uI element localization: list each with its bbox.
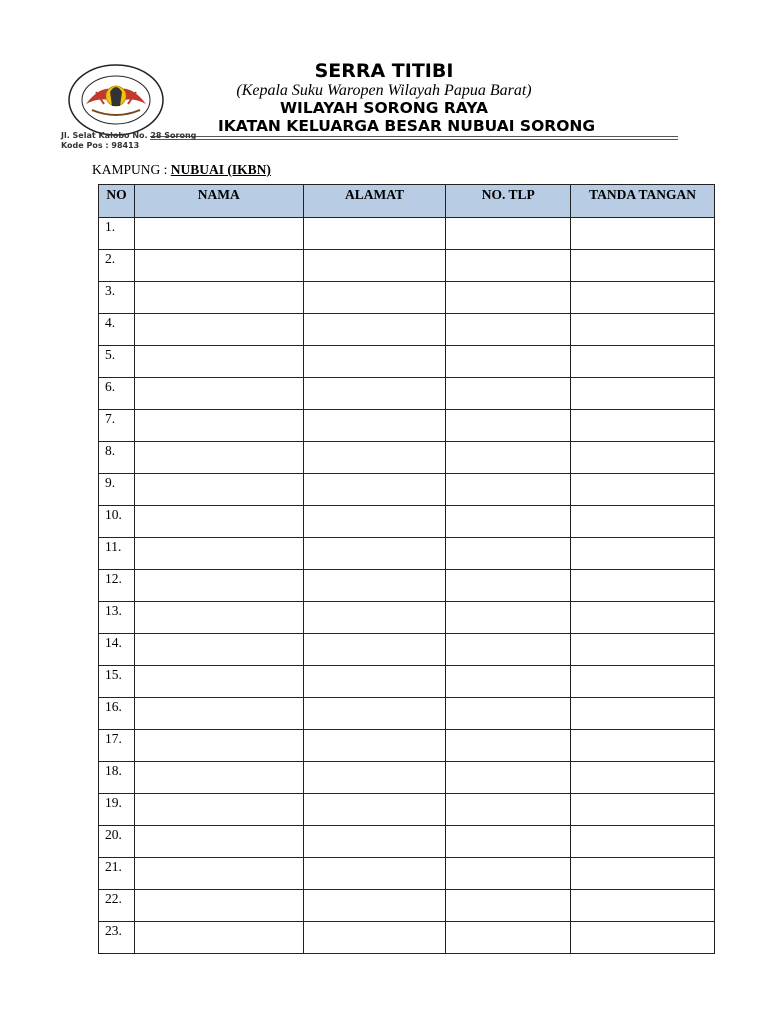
- row-number: 1.: [99, 218, 135, 250]
- table-row: [99, 378, 715, 410]
- no-tlp-cell[interactable]: [446, 314, 571, 346]
- no-tlp-cell[interactable]: [446, 410, 571, 442]
- nama-cell[interactable]: [134, 314, 303, 346]
- row-number: 4.: [99, 314, 135, 346]
- tanda-tangan-cell[interactable]: [571, 762, 715, 794]
- no-tlp-cell[interactable]: [446, 250, 571, 282]
- alamat-cell[interactable]: [303, 346, 446, 378]
- table-row: [99, 922, 715, 954]
- no-tlp-cell[interactable]: [446, 506, 571, 538]
- row-number: 7.: [99, 410, 135, 442]
- tanda-tangan-cell[interactable]: [571, 794, 715, 826]
- no-tlp-cell[interactable]: [446, 282, 571, 314]
- table-row: [99, 570, 715, 602]
- alamat-cell[interactable]: [303, 474, 446, 506]
- nama-cell[interactable]: [134, 634, 303, 666]
- tanda-tangan-cell[interactable]: [571, 858, 715, 890]
- tanda-tangan-cell[interactable]: [571, 346, 715, 378]
- table-row: [99, 314, 715, 346]
- tanda-tangan-cell[interactable]: [571, 218, 715, 250]
- nama-cell[interactable]: [134, 602, 303, 634]
- row-number: 22.: [99, 890, 135, 922]
- no-tlp-cell[interactable]: [446, 730, 571, 762]
- nama-cell[interactable]: [134, 730, 303, 762]
- tanda-tangan-cell[interactable]: [571, 730, 715, 762]
- nama-cell[interactable]: [134, 218, 303, 250]
- tanda-tangan-cell[interactable]: [571, 570, 715, 602]
- nama-cell[interactable]: [134, 282, 303, 314]
- alamat-cell[interactable]: [303, 378, 446, 410]
- alamat-cell[interactable]: [303, 538, 446, 570]
- alamat-cell[interactable]: [303, 826, 446, 858]
- row-number: 8.: [99, 442, 135, 474]
- no-tlp-cell[interactable]: [446, 666, 571, 698]
- alamat-cell[interactable]: [303, 890, 446, 922]
- alamat-cell[interactable]: [303, 282, 446, 314]
- tanda-tangan-cell[interactable]: [571, 282, 715, 314]
- nama-cell[interactable]: [134, 922, 303, 954]
- row-number: 9.: [99, 474, 135, 506]
- alamat-cell[interactable]: [303, 506, 446, 538]
- column-header-no: NO: [99, 185, 135, 218]
- column-header-tanda-tangan: TANDA TANGAN: [571, 185, 715, 218]
- nama-cell[interactable]: [134, 890, 303, 922]
- kampung-line: [92, 162, 271, 178]
- header-rule: [150, 136, 678, 137]
- nama-cell[interactable]: [134, 410, 303, 442]
- address-line: Jl. Selat Kalobo No. 28 Sorong: [61, 131, 197, 140]
- no-tlp-cell[interactable]: [446, 538, 571, 570]
- tanda-tangan-cell[interactable]: [571, 826, 715, 858]
- nama-cell[interactable]: [134, 538, 303, 570]
- nama-cell[interactable]: [134, 346, 303, 378]
- row-number: 18.: [99, 762, 135, 794]
- tanda-tangan-cell[interactable]: [571, 922, 715, 954]
- alamat-cell[interactable]: [303, 730, 446, 762]
- tanda-tangan-cell[interactable]: [571, 634, 715, 666]
- alamat-cell[interactable]: [303, 794, 446, 826]
- row-number: 13.: [99, 602, 135, 634]
- table-row: [99, 698, 715, 730]
- table-row: [99, 794, 715, 826]
- alamat-cell[interactable]: [303, 602, 446, 634]
- no-tlp-cell[interactable]: [446, 922, 571, 954]
- alamat-cell[interactable]: [303, 570, 446, 602]
- tanda-tangan-cell[interactable]: [571, 474, 715, 506]
- table-row: [99, 762, 715, 794]
- tanda-tangan-cell[interactable]: [571, 698, 715, 730]
- nama-cell[interactable]: [134, 858, 303, 890]
- no-tlp-cell[interactable]: [446, 570, 571, 602]
- no-tlp-cell[interactable]: [446, 890, 571, 922]
- table-row: [99, 346, 715, 378]
- alamat-cell[interactable]: [303, 922, 446, 954]
- table-row: [99, 538, 715, 570]
- alamat-cell[interactable]: [303, 698, 446, 730]
- nama-cell[interactable]: [134, 506, 303, 538]
- alamat-cell[interactable]: [303, 762, 446, 794]
- nama-cell[interactable]: [134, 666, 303, 698]
- row-number: 23.: [99, 922, 135, 954]
- table-row: [99, 474, 715, 506]
- nama-cell[interactable]: [134, 762, 303, 794]
- tanda-tangan-cell[interactable]: [571, 890, 715, 922]
- row-number: 20.: [99, 826, 135, 858]
- nama-cell[interactable]: [134, 474, 303, 506]
- no-tlp-cell[interactable]: [446, 762, 571, 794]
- nama-cell[interactable]: [134, 442, 303, 474]
- row-number: 11.: [99, 538, 135, 570]
- row-number: 19.: [99, 794, 135, 826]
- table-row: [99, 282, 715, 314]
- no-tlp-cell[interactable]: [446, 858, 571, 890]
- tanda-tangan-cell[interactable]: [571, 506, 715, 538]
- nama-cell[interactable]: [134, 250, 303, 282]
- alamat-cell[interactable]: [303, 666, 446, 698]
- region-title: WILAYAH SORONG RAYA: [279, 99, 489, 117]
- row-number: 16.: [99, 698, 135, 730]
- row-number: 5.: [99, 346, 135, 378]
- no-tlp-cell[interactable]: [446, 346, 571, 378]
- row-number: 12.: [99, 570, 135, 602]
- table-row: [99, 506, 715, 538]
- no-tlp-cell[interactable]: [446, 474, 571, 506]
- table-row: [99, 602, 715, 634]
- org-subtitle: (Kepala Suku Waropen Wilayah Papua Barat): [236, 82, 532, 99]
- tanda-tangan-cell[interactable]: [571, 538, 715, 570]
- no-tlp-cell[interactable]: [446, 442, 571, 474]
- nama-cell[interactable]: [134, 826, 303, 858]
- table-row: [99, 730, 715, 762]
- kampung-value: NUBUAI (IKBN): [170, 162, 271, 177]
- kampung-label: KAMPUNG :: [92, 162, 171, 177]
- tanda-tangan-cell[interactable]: [571, 602, 715, 634]
- tanda-tangan-cell[interactable]: [571, 314, 715, 346]
- nama-cell[interactable]: [134, 698, 303, 730]
- tanda-tangan-cell[interactable]: [571, 442, 715, 474]
- no-tlp-cell[interactable]: [446, 826, 571, 858]
- row-number: 17.: [99, 730, 135, 762]
- row-number: 10.: [99, 506, 135, 538]
- row-number: 3.: [99, 282, 135, 314]
- alamat-cell[interactable]: [303, 858, 446, 890]
- table-row: [99, 250, 715, 282]
- postal-code-line: Kode Pos : 98413: [61, 141, 140, 150]
- table-row: [99, 442, 715, 474]
- alamat-cell[interactable]: [303, 442, 446, 474]
- table-row: [99, 890, 715, 922]
- table-row: [99, 634, 715, 666]
- nama-cell[interactable]: [134, 570, 303, 602]
- no-tlp-cell[interactable]: [446, 218, 571, 250]
- tanda-tangan-cell[interactable]: [571, 410, 715, 442]
- no-tlp-cell[interactable]: [446, 794, 571, 826]
- table-row: [99, 410, 715, 442]
- tanda-tangan-cell[interactable]: [571, 666, 715, 698]
- table-row: [99, 858, 715, 890]
- row-number: 15.: [99, 666, 135, 698]
- no-tlp-cell[interactable]: [446, 602, 571, 634]
- alamat-cell[interactable]: [303, 218, 446, 250]
- row-number: 14.: [99, 634, 135, 666]
- alamat-cell[interactable]: [303, 410, 446, 442]
- column-header-nama: NAMA: [134, 185, 303, 218]
- row-number: 2.: [99, 250, 135, 282]
- alamat-cell[interactable]: [303, 314, 446, 346]
- attendance-table: [98, 184, 715, 954]
- table-row: [99, 666, 715, 698]
- table-row: [99, 826, 715, 858]
- tanda-tangan-cell[interactable]: [571, 378, 715, 410]
- nama-cell[interactable]: [134, 378, 303, 410]
- column-header-alamat: ALAMAT: [303, 185, 446, 218]
- row-number: 6.: [99, 378, 135, 410]
- no-tlp-cell[interactable]: [446, 698, 571, 730]
- alamat-cell[interactable]: [303, 634, 446, 666]
- table-row: [99, 218, 715, 250]
- no-tlp-cell[interactable]: [446, 378, 571, 410]
- org-name: SERRA TITIBI: [314, 60, 454, 82]
- table-header-row: [99, 185, 715, 218]
- association-title: IKATAN KELUARGA BESAR NUBUAI SORONG: [218, 117, 596, 135]
- tanda-tangan-cell[interactable]: [571, 250, 715, 282]
- row-number: 21.: [99, 858, 135, 890]
- nama-cell[interactable]: [134, 794, 303, 826]
- column-header-no-tlp: NO. TLP: [446, 185, 571, 218]
- alamat-cell[interactable]: [303, 250, 446, 282]
- no-tlp-cell[interactable]: [446, 634, 571, 666]
- header-rule-thin: [150, 139, 678, 140]
